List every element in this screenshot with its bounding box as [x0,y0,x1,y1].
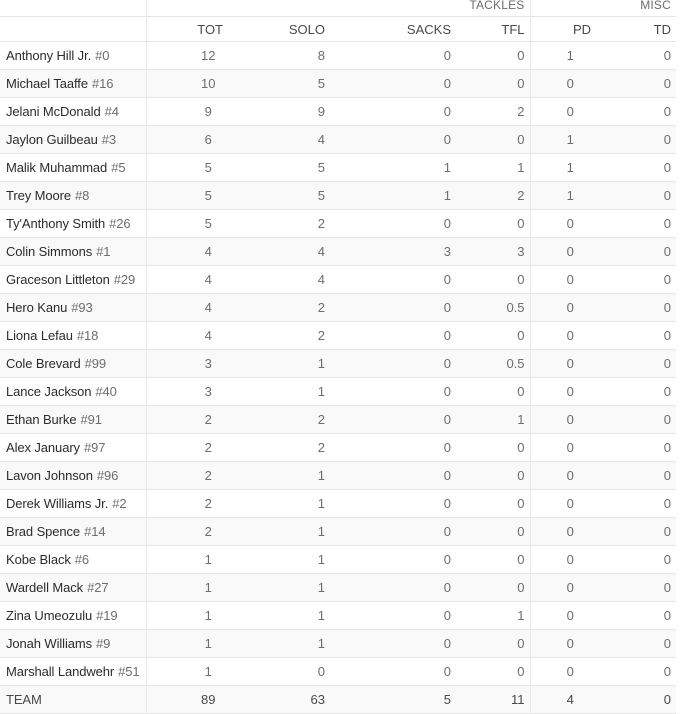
stat-tot: 1 [146,630,228,658]
stat-tfl: 1 [456,406,530,434]
stat-tot: 1 [146,658,228,686]
player-row [0,322,676,350]
stat-tot: 4 [146,238,228,266]
player-name[interactable]: Alex January [6,440,80,455]
stat-tfl: 11 [456,686,530,714]
player-row [0,434,676,462]
stat-tfl: 3 [456,238,530,266]
player-row [0,518,676,546]
group-header-empty [0,0,146,17]
column-header-row [0,17,676,42]
player-name-cell [0,574,146,602]
player-name[interactable]: Kobe Black [6,552,71,567]
stat-tot: 2 [146,462,228,490]
stat-solo: 4 [228,126,330,154]
stat-sacks: 0 [330,294,456,322]
player-name[interactable]: Anthony Hill Jr. [6,48,92,63]
stat-tfl: 0 [456,518,530,546]
player-name-cell [0,546,146,574]
stat-tfl: 0 [456,546,530,574]
group-header-tackles: TACKLES [146,0,530,17]
stat-tot: 3 [146,350,228,378]
player-name[interactable]: Michael Taaffe [6,76,88,91]
player-row [0,658,676,686]
stat-td: 0 [596,546,676,574]
player-name-cell [0,294,146,322]
player-jersey-number: #6 [74,552,90,567]
stat-tfl: 0 [456,42,530,70]
stat-tfl: 0 [456,70,530,98]
stat-pd: 0 [530,238,596,266]
player-jersey-number: #2 [112,496,127,511]
stat-pd: 0 [530,630,596,658]
player-row [0,210,676,238]
player-row [0,574,676,602]
player-name[interactable]: Lance Jackson [6,384,92,399]
stat-td: 0 [596,182,676,210]
stat-tot: 2 [146,490,228,518]
player-name-cell [0,154,146,182]
stat-sacks: 0 [330,574,456,602]
stat-tot: 2 [146,518,228,546]
stat-sacks: 1 [330,182,456,210]
player-name-cell [0,350,146,378]
stat-solo: 63 [228,686,330,714]
player-name-cell [0,70,146,98]
stat-pd: 0 [530,658,596,686]
stat-pd: 0 [530,98,596,126]
team-total-row [0,686,676,714]
stat-solo: 1 [228,546,330,574]
stat-pd: 0 [530,210,596,238]
stat-td: 0 [596,574,676,602]
stat-tfl: 0 [456,322,530,350]
stat-sacks: 0 [330,350,456,378]
player-name[interactable]: Wardell Mack [6,580,84,595]
stat-sacks: 0 [330,266,456,294]
player-name-cell [0,406,146,434]
stat-tot: 89 [146,686,228,714]
player-name-cell [0,42,146,70]
stat-sacks: 0 [330,658,456,686]
stat-tot: 1 [146,602,228,630]
stat-pd: 0 [530,434,596,462]
stat-sacks: 0 [330,406,456,434]
player-row [0,406,676,434]
stat-solo: 1 [228,350,330,378]
stat-pd: 0 [530,546,596,574]
player-name[interactable]: Zina Umeozulu [6,608,93,623]
column-header-sacks[interactable]: SACKS [330,17,456,42]
player-row [0,546,676,574]
stat-td: 0 [596,434,676,462]
player-jersey-number: #99 [84,356,107,371]
player-row [0,266,676,294]
stat-td: 0 [596,42,676,70]
stat-solo: 2 [228,406,330,434]
player-jersey-number: #3 [101,132,116,147]
player-row [0,238,676,266]
stat-pd: 0 [530,266,596,294]
column-header-td[interactable]: TD [596,17,676,42]
stat-sacks: 0 [330,98,456,126]
player-name-cell [0,434,146,462]
stat-tot: 1 [146,574,228,602]
stat-tot: 10 [146,70,228,98]
player-jersey-number: #96 [96,468,119,483]
stat-solo: 5 [228,154,330,182]
player-row [0,70,676,98]
stat-tot: 2 [146,406,228,434]
player-name[interactable]: Graceson Littleton [6,272,110,287]
stat-td: 0 [596,658,676,686]
stat-solo: 1 [228,378,330,406]
player-row [0,154,676,182]
player-name[interactable]: Jelani McDonald [6,104,101,119]
player-jersey-number: #0 [95,48,110,63]
stat-td: 0 [596,490,676,518]
column-header-solo[interactable]: SOLO [228,17,330,42]
stat-pd: 0 [530,462,596,490]
stat-tfl: 0 [456,462,530,490]
stat-pd: 0 [530,602,596,630]
player-row [0,490,676,518]
stat-pd: 0 [530,70,596,98]
stat-sacks: 0 [330,322,456,350]
stat-tfl: 0 [456,378,530,406]
stats-body [0,42,676,714]
player-name[interactable]: Liona Lefau [6,328,73,343]
stat-tot: 4 [146,266,228,294]
stat-solo: 2 [228,294,330,322]
player-row [0,98,676,126]
stat-td: 0 [596,154,676,182]
player-row [0,630,676,658]
stat-tfl: 0 [456,434,530,462]
player-jersey-number: #18 [76,328,99,343]
player-jersey-number: #97 [83,440,106,455]
stat-sacks: 0 [330,434,456,462]
player-jersey-number: #91 [80,412,102,427]
stat-sacks: 5 [330,686,456,714]
player-row [0,294,676,322]
stat-pd: 0 [530,378,596,406]
stat-solo: 4 [228,266,330,294]
player-name[interactable]: Brad Spence [6,524,81,539]
stat-solo: 8 [228,42,330,70]
player-name-cell [0,182,146,210]
player-row [0,126,676,154]
stat-pd: 0 [530,490,596,518]
stat-tot: 1 [146,546,228,574]
player-jersey-number: #16 [91,76,114,91]
stat-solo: 1 [228,490,330,518]
stat-solo: 2 [228,434,330,462]
player-jersey-number: #27 [87,580,109,595]
stat-td: 0 [596,294,676,322]
stat-sacks: 0 [330,518,456,546]
player-name[interactable]: Hero Kanu [6,300,68,315]
player-name-cell [0,238,146,266]
stat-sacks: 0 [330,378,456,406]
stat-solo: 1 [228,630,330,658]
player-name-cell [0,378,146,406]
stat-td: 0 [596,518,676,546]
player-jersey-number: #93 [71,300,93,315]
stat-tfl: 1 [456,154,530,182]
stat-td: 0 [596,378,676,406]
player-name[interactable]: Marshall Landwehr [6,664,115,679]
stat-tfl: 0.5 [456,350,530,378]
stat-solo: 1 [228,462,330,490]
stat-tot: 5 [146,154,228,182]
player-jersey-number: #51 [118,664,140,679]
stat-tot: 4 [146,294,228,322]
stat-pd: 0 [530,574,596,602]
stat-sacks: 0 [330,42,456,70]
stat-sacks: 0 [330,602,456,630]
stat-tot: 9 [146,98,228,126]
stat-pd: 1 [530,42,596,70]
player-name-cell [0,602,146,630]
player-name-cell [0,686,146,714]
stat-sacks: 0 [330,490,456,518]
stat-solo: 9 [228,98,330,126]
player-name-cell [0,630,146,658]
stat-tfl: 0 [456,630,530,658]
stat-tot: 6 [146,126,228,154]
player-name[interactable]: Malik Muhammad [6,160,108,175]
player-row [0,42,676,70]
player-jersey-number: #14 [84,524,106,539]
player-jersey-number: #8 [74,188,90,203]
stat-tot: 4 [146,322,228,350]
stat-td: 0 [596,686,676,714]
player-name-cell [0,462,146,490]
player-name-cell [0,266,146,294]
stat-sacks: 0 [330,546,456,574]
column-header-tfl[interactable]: TFL [456,17,530,42]
column-header-pd[interactable]: PD [530,17,596,42]
player-name[interactable]: Trey Moore [6,188,71,203]
stat-solo: 1 [228,518,330,546]
player-name-cell [0,126,146,154]
stat-tfl: 0.5 [456,294,530,322]
stat-tfl: 2 [456,182,530,210]
stat-tot: 12 [146,42,228,70]
stat-pd: 1 [530,154,596,182]
stat-td: 0 [596,126,676,154]
player-name[interactable]: Jaylon Guilbeau [6,132,98,147]
stat-pd: 0 [530,406,596,434]
stat-tfl: 1 [456,602,530,630]
stat-td: 0 [596,322,676,350]
stat-tfl: 0 [456,490,530,518]
column-header-player [0,17,146,42]
stat-tfl: 0 [456,574,530,602]
player-row [0,182,676,210]
player-name-cell [0,518,146,546]
column-group-header-row [0,0,676,17]
player-name-cell [0,490,146,518]
player-name[interactable]: Colin Simmons [6,244,93,259]
player-jersey-number: #5 [111,160,126,175]
stat-sacks: 1 [330,154,456,182]
player-name[interactable]: Ty'Anthony Smith [6,216,106,231]
player-jersey-number: #4 [104,104,119,119]
stat-solo: 2 [228,322,330,350]
player-name[interactable]: Derek Williams Jr. [6,496,109,511]
player-jersey-number: #19 [96,608,118,623]
stat-pd: 4 [530,686,596,714]
player-jersey-number: #26 [109,216,131,231]
stat-tfl: 0 [456,210,530,238]
player-jersey-number: #29 [113,272,136,287]
player-name[interactable]: Lavon Johnson [6,468,93,483]
stat-solo: 5 [228,70,330,98]
stat-solo: 1 [228,602,330,630]
stat-td: 0 [596,70,676,98]
player-name-cell [0,98,146,126]
stat-td: 0 [596,406,676,434]
stat-td: 0 [596,266,676,294]
stat-tot: 5 [146,210,228,238]
stat-pd: 0 [530,294,596,322]
stat-td: 0 [596,210,676,238]
team-total-label: TEAM [6,692,42,707]
stat-tfl: 2 [456,98,530,126]
player-row [0,462,676,490]
stat-sacks: 0 [330,462,456,490]
stat-pd: 0 [530,518,596,546]
stat-pd: 0 [530,350,596,378]
stat-tfl: 0 [456,658,530,686]
group-header-misc: MISC [530,0,676,17]
stat-pd: 1 [530,182,596,210]
stat-sacks: 0 [330,210,456,238]
stat-tot: 2 [146,434,228,462]
stat-solo: 0 [228,658,330,686]
stat-solo: 1 [228,574,330,602]
stat-td: 0 [596,602,676,630]
player-row [0,602,676,630]
player-row [0,378,676,406]
stat-td: 0 [596,238,676,266]
player-name-cell [0,658,146,686]
player-jersey-number: #40 [95,384,117,399]
stat-td: 0 [596,462,676,490]
player-name-cell [0,210,146,238]
stat-td: 0 [596,350,676,378]
stat-tfl: 0 [456,266,530,294]
stat-solo: 5 [228,182,330,210]
stat-solo: 4 [228,238,330,266]
column-header-tot[interactable]: TOT [146,17,228,42]
player-row [0,350,676,378]
player-name[interactable]: Ethan Burke [6,412,77,427]
stat-sacks: 3 [330,238,456,266]
player-name-cell [0,322,146,350]
stat-tfl: 0 [456,126,530,154]
player-jersey-number: #1 [96,244,111,259]
player-jersey-number: #9 [96,636,111,651]
stat-pd: 1 [530,126,596,154]
stat-sacks: 0 [330,70,456,98]
stat-sacks: 0 [330,126,456,154]
stat-td: 0 [596,630,676,658]
stat-solo: 2 [228,210,330,238]
stat-tot: 3 [146,378,228,406]
stat-sacks: 0 [330,630,456,658]
stat-pd: 0 [530,322,596,350]
player-name[interactable]: Cole Brevard [6,356,81,371]
stat-td: 0 [596,98,676,126]
player-name[interactable]: Jonah Williams [6,636,93,651]
stat-tot: 5 [146,182,228,210]
